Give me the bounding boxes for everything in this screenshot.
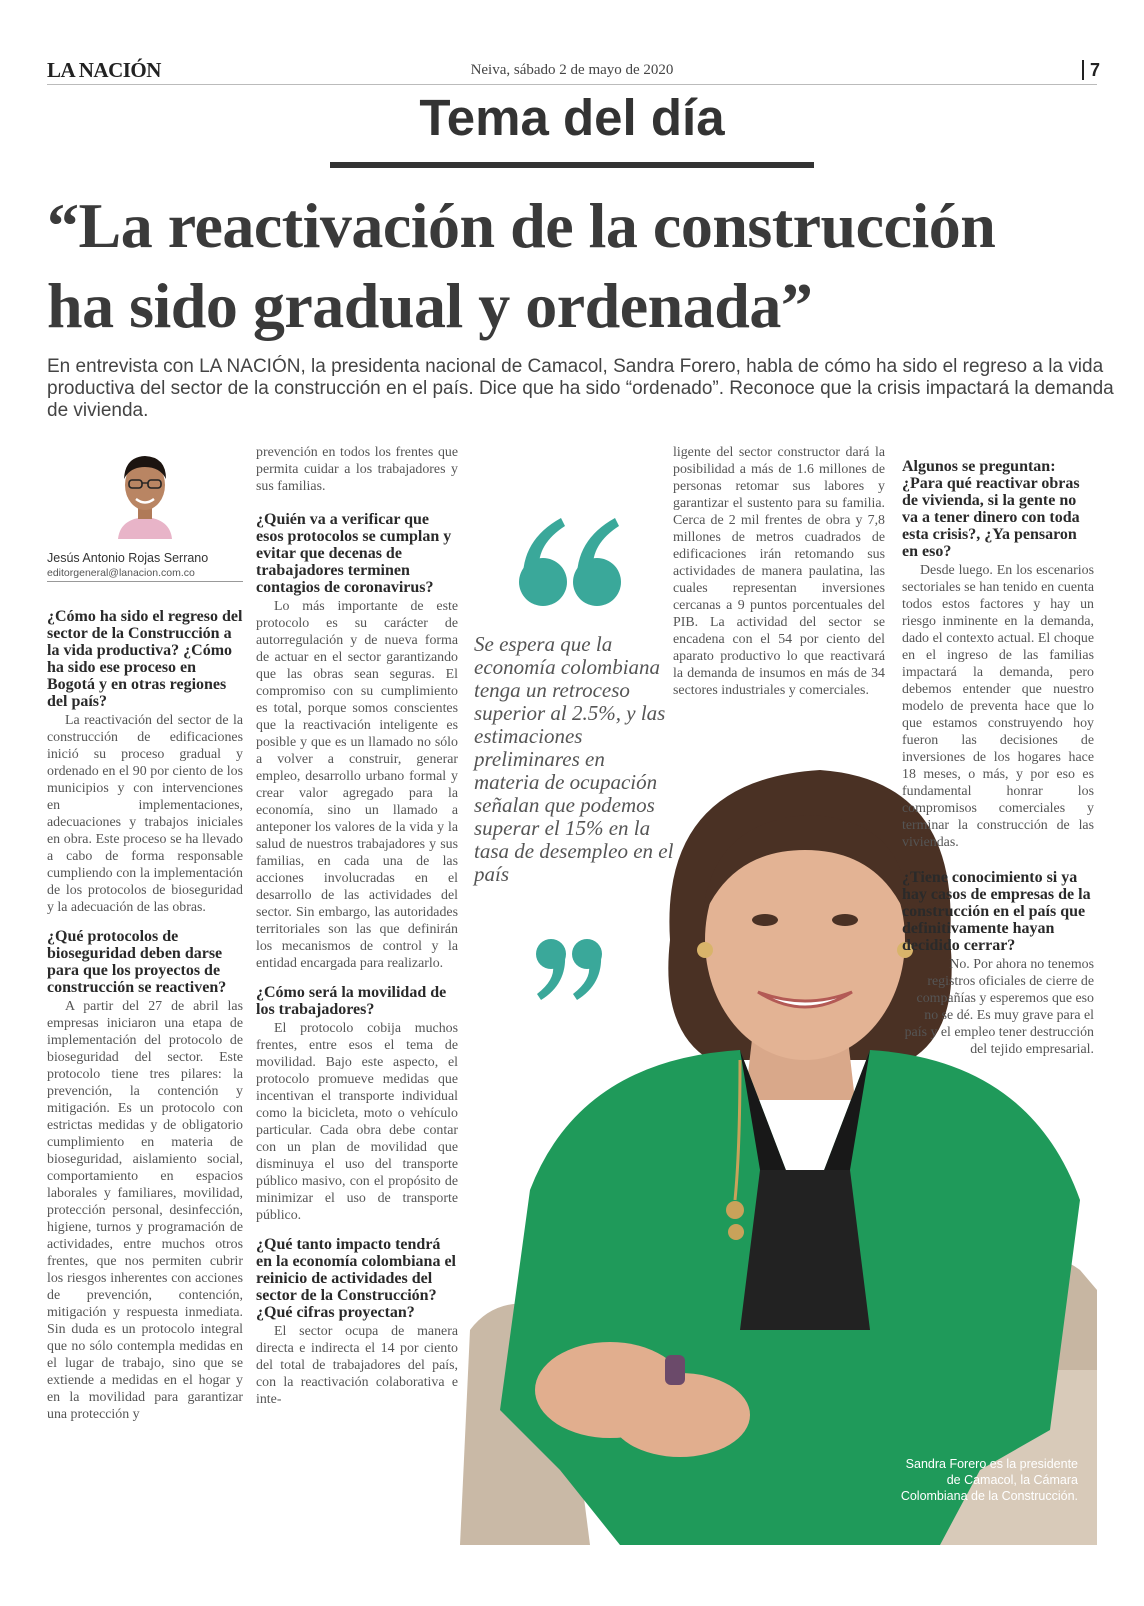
interview-question: ¿Qué protocolos de bioseguridad deben darse para que los proyectos de construcción se reactiven?: [47, 928, 227, 996]
issue-date: Neiva, sábado 2 de mayo de 2020: [470, 62, 674, 78]
newspaper-logo: LA NACIÓN: [47, 58, 161, 82]
author-name: Jesús Antonio Rojas Serrano: [47, 551, 209, 565]
interview-question: ¿Tiene conocimiento si ya hay casos de empresas de la construcción en el país que definitivamente hayan decidido cerrar?: [902, 869, 1091, 954]
photo-caption: Sandra Forero es la presidente de Camacol, la Cámara Colombiana de la Construcción.: [900, 1457, 1078, 1503]
interview-question: ¿Cómo ha sido el regreso del sector de la Construcción a la vida productiva? ¿Cómo ha sido ese proceso en Bogotá y en otras regiones del país?: [47, 608, 243, 710]
section-divider: [330, 162, 814, 168]
interview-question: ¿Qué tanto impacto tendrá en la economía colombiana el reinicio de actividades del sector de la Construcción? ¿Qué cifras proyectan?: [256, 1236, 456, 1321]
interview-answer: A partir del 27 de abril las empresas iniciaron una etapa de implementación del protocolo de bioseguridad del sector. Este protocolo tiene tres pilares: la prevención, la contención y mitigación. Es un protocolo con estrictas medidas y de obligatorio cumplimiento en materia de bioseguridad, aislamiento social, comportamiento en espacios laborales y familiares, movilidad, protección personal, desinfección, higiene, turnos y programación de actividades, entre muchos otros frentes, que nos permiten cubrir los riesgos inherentes con acciones de prevención, contención, mitigación y respuesta inmediata. Sin duda es un protocolo integral que no sólo contempla medidas en el lugar de trabajo, sino que se extiende a medidas en el hogar y en la movilidad para garantizar una protección y: [47, 999, 243, 1422]
interview-question: ¿Cómo será la movilidad de los trabajadores?: [256, 984, 447, 1018]
headline: [47, 186, 1127, 346]
section-title: Tema del día: [419, 89, 725, 146]
article-column-1: [47, 608, 243, 1423]
article-column-3: [673, 444, 885, 699]
interview-answer: Lo más importante de este protocolo es su carácter de autorregulación y de nueva forma de actuar en el sector garantizando que las obras sean seguras. El compromiso con su cumplimiento es total, porque somos conscientes que la reactivación inteligente es posible y que es un llamado no sólo a volver a construir, generar empleo, desarrollo urbano formal y crear valor agregado para la economía, sino un llamado a anteponer los valores de la vida y la salud de nuestros trabajadores y sus familias, en cada una de las acciones involucradas en el desarrollo de las actividades del sector. Sin embargo, las autoridades territoriales son las que definirán los mecanismos de control y la entidad encargada para realizarlo.: [256, 599, 458, 971]
author-photo: [110, 447, 180, 539]
author-email: editorgeneral@lanacion.com.co: [47, 567, 195, 579]
open-quote-icon: [515, 512, 625, 612]
interview-answer-continued: prevención en todos los frentes que permita cuidar a los trabajadores y sus familias.: [256, 445, 458, 494]
interview-answer: No. Por ahora no tenemos registros oficiales de cierre de compañías y esperemos que eso no se dé. Es muy grave para el país y el empleo tener destrucción del tejido empresarial.: [904, 957, 1094, 1057]
interview-answer: El protocolo cobija muchos frentes, entre esos el tema de movilidad. Bajo este aspecto, el protocolo promueve medidas que incentivan el transporte individual como la bicicleta, moto o vehículo particular. Cada obra debe contar con un plan de movilidad que disminuya el uso del transporte público masivo, con el propósito de minimizar el uso de transporte público.: [256, 1021, 458, 1223]
interview-question: Algunos se preguntan: ¿Para qué reactivar obras de vivienda, si la gente no va a tener dinero con toda esta crisis?, ¿Ya pensaron en eso?: [902, 458, 1080, 560]
interview-answer-continued: ligente del sector constructor dará la posibilidad a más de 1.6 millones de personas retomar sus labores y garantizar el sustento para su familia. Cerca de 2 mil frentes de obra y 7,8 millones de metros cuadrados de edificaciones irán retomando sus actividades de manera paulatina, las cuales representan inversiones cercanas a 9 puntos porcentuales del PIB. La actividad del sector se encadena con el 54 por ciento del aparato productivo lo que reactivará la demanda de insumos en más de 34 sectores industriales y comerciales.: [673, 445, 885, 698]
headline-line-1: “La reactivación de la construcción: [47, 190, 996, 261]
interview-answer: El sector ocupa de manera directa e indirecta el 14 por ciento del total de trabajadores del país, con la reactivación colaborativa e inte-: [256, 1324, 458, 1407]
headline-line-2: ha sido gradual y ordenada”: [47, 270, 813, 341]
byline-divider: [47, 581, 243, 582]
interview-question: ¿Quién va a verificar que esos protocolos se cumplan y evitar que decenas de trabajadores terminen contagios de coronavirus?: [256, 511, 452, 596]
page-number: 7: [1082, 60, 1100, 80]
pull-quote: Se espera que la economía colombiana tenga un retroceso superior al 2.5%, y las estimaciones preliminares en materia de ocupación señalan que podemos superar el 15% en la tasa de desempleo en el país: [474, 632, 674, 886]
article-column-4: [902, 458, 1094, 1058]
interview-answer: Desde luego. En los escenarios sectoriales se han tenido en cuenta todos estos factores y hay un riesgo inminente en la demanda, dado el contexto actual. El choque en el ingreso de las familias impactará la demanda, pero debemos entender que nuestro modelo de preventa hace que lo que estamos construyendo hoy fueron las decisiones de inversiones de los hogares hace 18 meses, o más, y por eso es fundamental honrar los compromisos comerciales y terminar la construcción de las viviendas.: [902, 563, 1094, 850]
interview-answer: La reactivación del sector de la construcción de edificaciones inició su proceso gradual y ordenado en el 90 por ciento de los municipios y con intervenciones en implementaciones, adecuaciones y trabajos iniciales en obra. Este proceso se ha llevado a cabo de forma responsable cumpliendo con la implementación de los protocolos de bioseguridad y la adecuación de las obras.: [47, 713, 243, 915]
article-deck: En entrevista con LA NACIÓN, la presidenta nacional de Camacol, Sandra Forero, habla de cómo ha sido el regreso a la vida productiva del sector de la construcción en el país. Dice que ha sido “ordenado”. Reconoce que la crisis impactará la demanda de vivienda.: [47, 356, 1114, 421]
header-divider: [47, 84, 1097, 85]
article-column-2: [256, 444, 458, 1408]
